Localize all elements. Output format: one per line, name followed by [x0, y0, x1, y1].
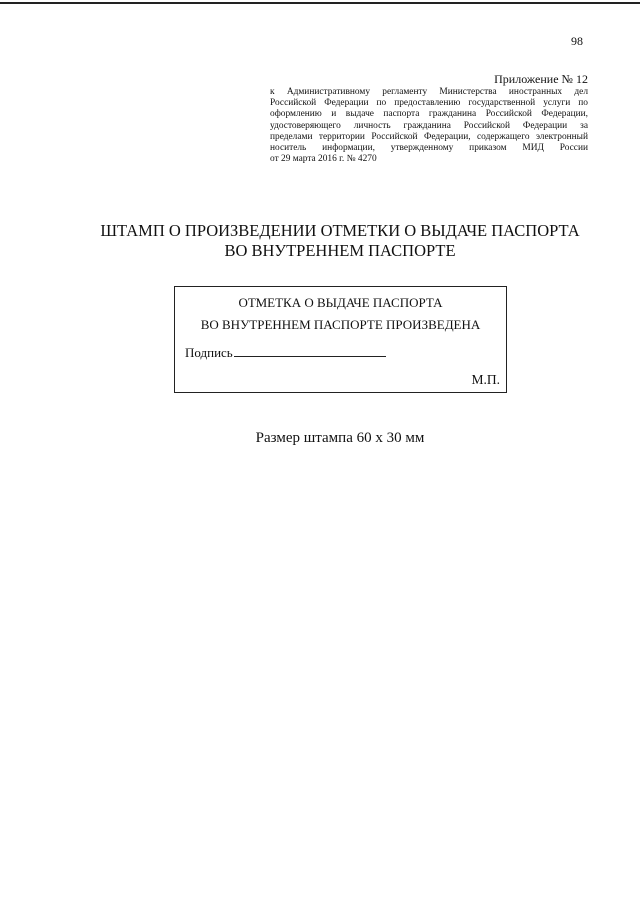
stamp-size-note: Размер штампа 60 х 30 мм — [255, 430, 425, 446]
annex-block — [270, 72, 588, 165]
signature-field — [185, 345, 386, 361]
page-top-edge-line — [0, 2, 640, 4]
heading-line: ВО ВНУТРЕННЕМ ПАСПОРТЕ — [224, 241, 456, 260]
stamp-line: ВО ВНУТРЕННЕМ ПАСПОРТЕ ПРОИЗВЕДЕНА — [200, 317, 481, 332]
signature-blank-line — [234, 345, 386, 357]
seal-placeholder: М.П. — [471, 372, 500, 387]
stamp-template-box — [174, 286, 507, 393]
annex-line: удостоверяющего личность гражданина Российской Федерации за — [270, 120, 588, 131]
annex-title: Приложение № 12 — [494, 72, 588, 86]
stamp-line: ОТМЕТКА О ВЫДАЧЕ ПАСПОРТА — [238, 295, 443, 310]
annex-line: к Административному регламенту Министерства иностранных дел — [270, 87, 588, 97]
annex-line: носитель информации, утвержденному приказом МИД России — [270, 143, 588, 154]
annex-line: от 29 марта 2016 г. № 4270 — [270, 154, 377, 165]
heading-line: ШТАМП О ПРОИЗВЕДЕНИИ ОТМЕТКИ О ВЫДАЧЕ ПАСПОРТА — [100, 221, 580, 240]
annex-line: Российской Федерации по предоставлению государственной услуги по — [270, 98, 588, 109]
annex-line: оформлению и выдаче паспорта гражданина Российской Федерации, — [270, 109, 588, 120]
annex-line: пределами территории Российской Федерации, содержащего электронный — [270, 131, 588, 142]
signature-label: Подпись — [185, 345, 233, 360]
annex-reference — [270, 87, 588, 165]
document-heading — [60, 221, 620, 261]
page-number: 98 — [571, 34, 583, 48]
